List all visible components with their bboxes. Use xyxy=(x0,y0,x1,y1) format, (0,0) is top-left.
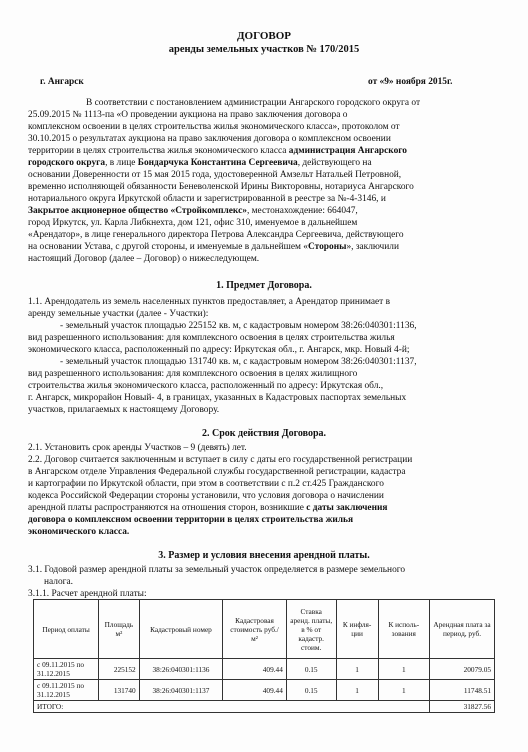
doc-subtitle: аренды земельных участков № 170/2015 xyxy=(168,44,360,55)
section-heading: 1. Предмет Договора. xyxy=(216,280,312,291)
party-tenant: Закрытое акционерное общество «Стройкомплекс» xyxy=(28,206,247,216)
s2-line: в Ангарском отделе Управления Федеральной службы государственной регистрации, кадастра xyxy=(28,467,406,477)
cell-rate: 0.15 xyxy=(286,659,336,680)
preamble-text: , местонахождение: 664047, xyxy=(246,206,358,216)
cell-area: 131740 xyxy=(99,680,140,701)
s1-line: 1.1. Арендодатель из земель населенных пунктов предоставляет, а Арендатор принимает в xyxy=(28,297,391,307)
landlord-representative: Бондарчука Константина Сергеевича xyxy=(137,158,298,168)
column-header: К исполь-зования xyxy=(378,600,429,659)
column-header: Арендная плата за период, руб. xyxy=(430,600,495,659)
preamble-line: 25.09.2015 № 1113-па «О проведении аукциона на право заключения договора о xyxy=(28,110,348,120)
s2-line: договора о комплексном освоении территории в целях строительства жилья xyxy=(28,515,354,525)
cell-value: 409.44 xyxy=(223,659,287,680)
cell-area: 225152 xyxy=(99,659,140,680)
preamble-line: комплексном освоении в целях строительства жилья экономического класса», протоколом от xyxy=(28,122,400,132)
preamble-text: , в лице xyxy=(105,158,136,168)
section-heading: 2. Срок действия Договора. xyxy=(201,428,327,439)
preamble-line: 30.10.2015 о результатах аукциона на право заключения договора о комплексном освоении xyxy=(28,134,391,144)
s1-line: участков, прилагаемых к настоящему Договору. xyxy=(28,405,220,415)
cell-rent: 20079.05 xyxy=(430,659,495,680)
s2-line: экономического класса. xyxy=(28,527,130,537)
party-landlord-cont: городского округа xyxy=(28,158,106,168)
preamble-text: , действующего на xyxy=(297,158,372,168)
s1-line: г. Ангарск, микрорайон Новый- 4, в границах, указанных в Кадастровых паспортах земельных xyxy=(28,393,407,403)
s3-line: налога. xyxy=(44,577,73,587)
cell-k-use: 1 xyxy=(378,659,429,680)
table-row xyxy=(34,659,495,680)
s2-bold: с даты заключения xyxy=(306,503,388,513)
column-header: Кадастровый номер xyxy=(139,600,223,659)
s1-line: экономического класса, расположенный по адресу: Иркутская обл., г. Ангарск, мкр. Новый 4-й; xyxy=(28,345,410,355)
doc-date: от «9» ноября 2015г. xyxy=(368,77,453,87)
table-row xyxy=(34,680,495,701)
s2-line: 2.2. Договор считается заключенным и вступает в силу с даты его государственной регистрации xyxy=(28,455,413,465)
s1-line: - земельный участок площадью 131740 кв. м, с кадастровым номером 38:26:040301:1137, xyxy=(60,357,417,367)
cell-k-infl: 1 xyxy=(336,659,378,680)
s1-line: строительства жилья экономического класса, расположенный по адресу: Иркутская обл., xyxy=(28,381,384,391)
column-header: Площадь м² xyxy=(99,600,140,659)
s2-line: и картографии по Иркутской области, при этом в соответствии с п.2 ст.425 Гражданского xyxy=(28,479,384,489)
doc-title: ДОГОВОР xyxy=(236,30,292,42)
preamble-text: территории в целях строительства жилья экономического класса xyxy=(28,146,287,156)
s3-line: 3.1. Годовой размер арендной платы за земельный участок определяется в размере земельного xyxy=(28,565,406,575)
s2-line: кодекса Российской Федерации стороны установили, что условия договора о начислении xyxy=(28,491,384,501)
s2-text: арендной платы распространяются на отношения сторон, возникшие xyxy=(28,503,307,513)
s1-line: - земельный участок площадью 225152 кв. м, с кадастровым номером 38:26:040301:1136, xyxy=(60,321,417,331)
cell-value: 409.44 xyxy=(223,680,287,701)
preamble-line: временно исполняющей обязанности Беневоленской Ирины Викторовны, нотариуса Ангарского xyxy=(28,182,414,192)
preamble-line: город Иркутск, ул. Карла Либкнехта, дом 121, офис 310, именуемое в дальнейшем xyxy=(28,218,358,228)
preamble-line: настоящий Договор (далее – Договор) о нижеследующем. xyxy=(28,254,260,264)
total-value: 31827.56 xyxy=(430,701,495,713)
s2-line: 2.1. Установить срок аренды Участков – 9 (девять) лет. xyxy=(28,443,247,453)
section-heading: 3. Размер и условия внесения арендной платы. xyxy=(158,550,370,561)
cell-cadastral: 38:26:040301:1136 xyxy=(139,659,223,680)
preamble-line xyxy=(28,205,358,217)
cell-period: с 09.11.2015 по 31.12.2015 xyxy=(34,659,99,680)
preamble-line: нотариального округа Иркутской области и зарегистрированной в реестре за №-4-3146, и xyxy=(28,194,386,204)
preamble-text: на основании Устава, с другой стороны, и именуемые в дальнейшем « xyxy=(28,242,308,252)
preamble-text: », заключили xyxy=(346,242,399,252)
s2-line xyxy=(28,502,387,514)
s1-line: аренду земельные участки (далее - Участки): xyxy=(28,309,209,319)
table-header-row xyxy=(34,600,495,659)
cell-k-use: 1 xyxy=(378,680,429,701)
preamble-line xyxy=(28,241,399,253)
preamble-line: основании Доверенности от 15 мая 2015 года, удостоверенной Амзельт Натальей Петровной, xyxy=(28,170,402,180)
preamble-line: В соответствии с постановлением администрации Ангарского городского округа от xyxy=(86,98,421,108)
party-landlord: администрация Ангарского xyxy=(288,146,407,156)
preamble-line: «Арендатор», в лице генерального директора Петрова Александра Сергеевича, действующего xyxy=(28,230,404,240)
table-total-row xyxy=(34,701,495,713)
cell-rent: 11748.51 xyxy=(430,680,495,701)
doc-city: г. Ангарск xyxy=(40,77,84,87)
s1-line: вид разрешенного использования: для комплексного освоения в целях строительства жилья xyxy=(28,333,395,343)
s3-line: 3.1.1. Расчет арендной платы: xyxy=(28,589,147,599)
column-header: К инфля-ции xyxy=(336,600,378,659)
preamble-line xyxy=(28,145,407,157)
preamble-line xyxy=(28,157,372,169)
rent-table xyxy=(33,599,495,713)
s1-line: вид разрешенного использования: для комплексного освоения в целях жилищного xyxy=(28,369,358,379)
cell-rate: 0.15 xyxy=(286,680,336,701)
cell-k-infl: 1 xyxy=(336,680,378,701)
cell-period: с 09.11.2015 по 31.12.2015 xyxy=(34,680,99,701)
column-header: Кадастровая стоимость руб./ м² xyxy=(223,600,287,659)
parties-term: Стороны xyxy=(307,242,347,252)
column-header: Ставка аренд. платы, в % от кадастр. стоим. xyxy=(286,600,336,659)
total-label: ИТОГО: xyxy=(34,701,430,713)
column-header: Период оплаты xyxy=(34,600,99,659)
cell-cadastral: 38:26:040301:1137 xyxy=(139,680,223,701)
